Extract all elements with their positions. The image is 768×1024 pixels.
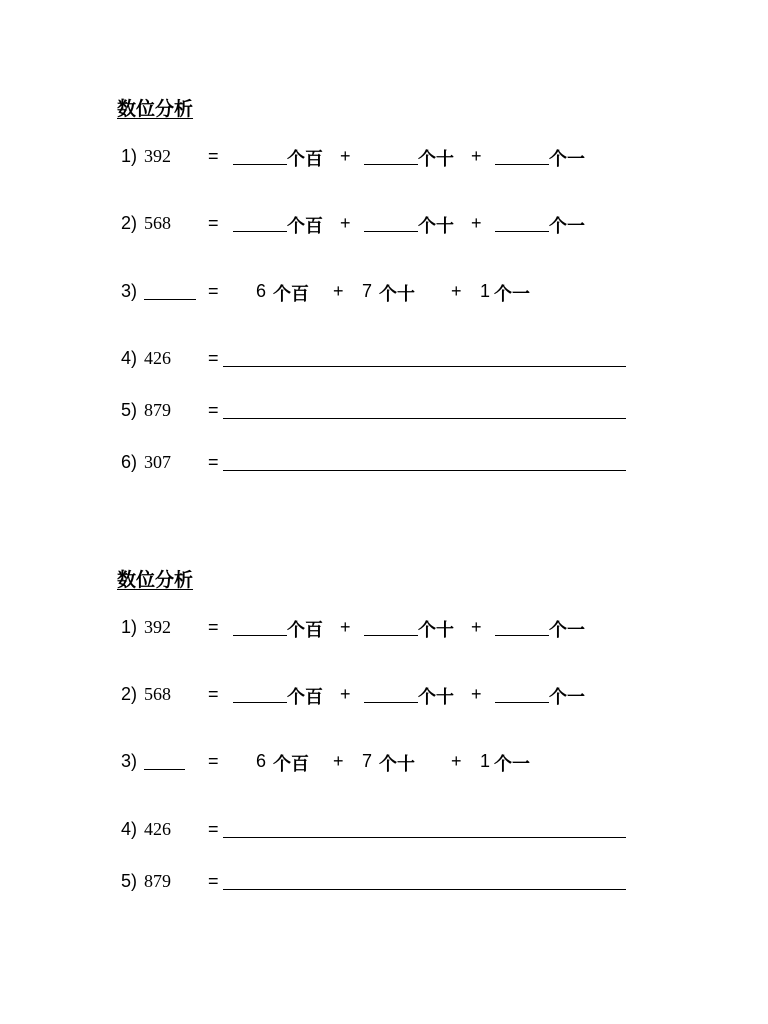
tens-unit: 个十 [418,687,454,708]
plus-sign: + [340,684,351,704]
question-label: 4) [121,348,138,368]
section-title: 数位分析 [117,569,194,591]
answer-line[interactable] [223,366,626,367]
equals-sign: = [208,617,219,637]
equals-sign: = [208,281,219,301]
equals-sign: = [208,751,219,771]
hundreds-digit: 6 [256,281,267,301]
tens-digit: 7 [362,281,373,301]
hundreds-unit: 个百 [287,216,323,237]
hundreds-unit: 个百 [273,754,309,775]
hundreds-answer-blank[interactable] [233,215,287,232]
tens-unit: 个十 [418,216,454,237]
plus-sign: + [471,213,482,233]
plus-sign: + [471,617,482,637]
hundreds-answer-blank[interactable] [233,148,287,165]
hundreds-unit: 个百 [273,284,309,305]
tens-unit: 个十 [379,754,415,775]
tens-digit: 7 [362,751,373,771]
tens-answer-blank[interactable] [364,148,418,165]
hundreds-digit: 6 [256,751,267,771]
number-answer-blank[interactable] [144,283,196,300]
section-title: 数位分析 [117,98,194,120]
ones-unit: 个一 [494,284,530,305]
ones-answer-blank[interactable] [495,686,549,703]
ones-unit: 个一 [494,754,530,775]
question-number: 568 [144,684,171,704]
plus-sign: + [333,751,344,771]
tens-answer-blank[interactable] [364,686,418,703]
hundreds-unit: 个百 [287,149,323,170]
plus-sign: + [333,281,344,301]
question-label: 2) [121,213,138,233]
plus-sign: + [340,146,351,166]
question-label: 1) [121,146,138,166]
question-number: 426 [144,348,171,368]
hundreds-answer-blank[interactable] [233,686,287,703]
ones-answer-blank[interactable] [495,148,549,165]
number-answer-blank[interactable] [144,753,185,770]
equals-sign: = [208,684,219,704]
question-number: 879 [144,871,171,891]
question-number: 879 [144,400,171,420]
plus-sign: + [471,146,482,166]
plus-sign: + [451,281,462,301]
hundreds-answer-blank[interactable] [233,619,287,636]
plus-sign: + [340,617,351,637]
question-number: 307 [144,452,171,472]
equals-sign: = [208,348,219,368]
question-number: 568 [144,213,171,233]
question-number: 392 [144,146,171,166]
ones-unit: 个一 [549,620,585,641]
question-number: 426 [144,819,171,839]
ones-answer-blank[interactable] [495,215,549,232]
ones-unit: 个一 [549,216,585,237]
equals-sign: = [208,819,219,839]
question-number: 392 [144,617,171,637]
answer-line[interactable] [223,837,626,838]
question-label: 5) [121,871,138,891]
tens-answer-blank[interactable] [364,215,418,232]
plus-sign: + [471,684,482,704]
question-label: 6) [121,452,138,472]
plus-sign: + [340,213,351,233]
ones-answer-blank[interactable] [495,619,549,636]
equals-sign: = [208,871,219,891]
equals-sign: = [208,213,219,233]
answer-line[interactable] [223,418,626,419]
tens-unit: 个十 [379,284,415,305]
question-label: 1) [121,617,138,637]
answer-line[interactable] [223,889,626,890]
question-label: 3) [121,281,138,301]
answer-line[interactable] [223,470,626,471]
equals-sign: = [208,400,219,420]
equals-sign: = [208,146,219,166]
question-label: 3) [121,751,138,771]
tens-unit: 个十 [418,620,454,641]
plus-sign: + [451,751,462,771]
equals-sign: = [208,452,219,472]
ones-unit: 个一 [549,687,585,708]
question-label: 2) [121,684,138,704]
hundreds-unit: 个百 [287,620,323,641]
ones-digit: 1 [480,281,491,301]
ones-digit: 1 [480,751,491,771]
hundreds-unit: 个百 [287,687,323,708]
tens-unit: 个十 [418,149,454,170]
question-label: 4) [121,819,138,839]
question-label: 5) [121,400,138,420]
ones-unit: 个一 [549,149,585,170]
tens-answer-blank[interactable] [364,619,418,636]
